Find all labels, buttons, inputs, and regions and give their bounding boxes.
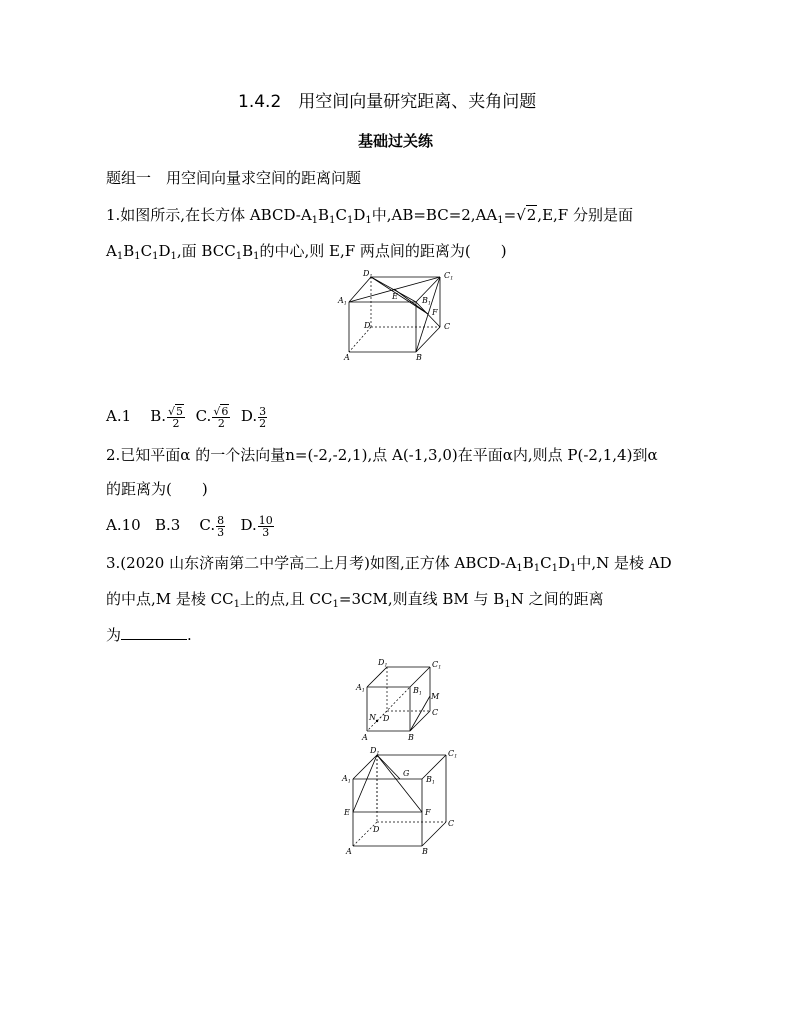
label-B: B — [416, 353, 422, 362]
q2-option-a: A.10 — [106, 516, 141, 534]
label-B1: B1 — [413, 686, 423, 697]
q1-text-g: 的中心,则 E,F 两点间的距离为( ) — [259, 242, 507, 260]
q3-text-b: 中,N 是棱 AD — [576, 554, 672, 572]
q3-text-g: 为 — [106, 626, 122, 644]
q3-text-h: . — [187, 626, 192, 644]
label-C1: C1 — [432, 660, 442, 671]
question-1-line-1: 1.如图所示,在长方体 ABCD-$A_1B_1C_1D_1$中$,AB=BC=2,AA_1=√2,E,F$ 分别是面 — [106, 206, 633, 226]
label-M: M — [431, 692, 440, 701]
label-D1: D1 — [363, 269, 373, 280]
label-B: B — [408, 733, 414, 742]
q1-option-d-fraction: $\frac{3}{2}$ — [259, 404, 267, 430]
label-F: F — [425, 808, 431, 817]
label-C: C — [444, 322, 451, 331]
label-A: A — [362, 733, 368, 742]
label-C: C — [432, 708, 439, 717]
label-D: D — [364, 321, 371, 330]
label-A: A — [344, 353, 350, 362]
label-A: A — [346, 847, 352, 856]
q1-option-c: C. — [195, 407, 212, 425]
label-A1: A1 — [342, 774, 351, 785]
q3-text-d: 上的点,且 CC — [240, 590, 333, 608]
label-D1: D1 — [370, 746, 380, 757]
group-heading: 题组一 用空间向量求空间的距离问题 — [106, 169, 362, 187]
q1-option-a: A.1 — [106, 407, 132, 425]
label-D: D — [373, 825, 380, 834]
q2-option-d-fraction: $\frac{10}{3}$ — [258, 513, 273, 539]
question-3-line-2: 的中点,M 是棱 $CC_1$上的点,且 $CC_1=3CM$,则直线 BM 与 $B_1N$ 之间的距离 — [106, 590, 604, 610]
label-F: F — [432, 308, 438, 317]
question-3-line-1: 3.(2020 山东济南第二中学高二上月考)如图,正方体 ABCD-$A_1B_1C_1D_1$中,N 是棱 AD — [106, 554, 672, 574]
question-1-line-2: $A_1B_1C_1D_1$,面 $BCC_1B_1$的中心,则 E,F 两点间的距离为( ) — [106, 242, 507, 262]
figure-1-cuboid — [336, 266, 466, 364]
label-G: G — [403, 769, 410, 778]
q2-option-b: B.3 — [155, 516, 181, 534]
label-E: E — [344, 808, 350, 817]
q2-option-c-fraction: $\frac{8}{3}$ — [217, 513, 225, 539]
label-N: N — [369, 713, 376, 722]
question-3-line-3 — [106, 625, 192, 645]
q1-text-a: 1.如图所示,在长方体 ABCD-A — [106, 206, 312, 224]
label-C1: C1 — [444, 271, 454, 282]
page-title: 1.4.2 用空间向量研究距离、夹角问题 — [238, 92, 537, 112]
q1-option-d: D. — [240, 407, 258, 425]
figure-2-cube — [352, 658, 452, 744]
label-E: E — [392, 292, 398, 301]
q1-text-c: = — [503, 206, 517, 224]
question-2-line-2: 的距离为( ) — [106, 480, 208, 498]
q1-text-d: ,E,F 分别是面 — [537, 206, 633, 224]
label-B1: B1 — [426, 775, 436, 786]
label-D: D — [383, 714, 390, 723]
q3-text-f: N 之间的距离 — [510, 590, 604, 608]
q3-text-a: 3.(2020 山东济南第二中学高二上月考)如图,正方体 ABCD-A — [106, 554, 517, 572]
figure-3-cube — [340, 744, 460, 856]
q2-option-d: D. — [240, 516, 257, 534]
q1-option-c-fraction: $\frac{√6}{2}$ — [213, 404, 229, 430]
q3-text-c: 的中点,M 是棱 CC — [106, 590, 234, 608]
label-B: B — [422, 847, 428, 856]
q3-text-e: =3CM,则直线 BM 与 B — [338, 590, 505, 608]
label-A1: A1 — [356, 683, 365, 694]
question-2-line-1: 2.已知平面α 的一个法向量n=(-2,-2,1),点 A(-1,3,0)在平面α内,则点 P(-2,1,4)到α — [106, 446, 658, 464]
label-D1: D1 — [378, 658, 388, 669]
q2-option-c: C. — [199, 516, 216, 534]
label-C1: C1 — [448, 749, 458, 760]
section-heading: 基础过关练 — [358, 132, 434, 150]
q1-option-b-fraction: $\frac{√5}{2}$ — [168, 404, 184, 430]
question-2-options — [106, 511, 275, 539]
label-B1: B1 — [422, 296, 432, 307]
q1-text-e: A — [106, 242, 117, 260]
q1-text-f: ,面 BCC — [176, 242, 236, 260]
q1-text-b: 中,AB=BC=2,AA — [371, 206, 498, 224]
q1-sqrt-value: 2 — [526, 206, 537, 224]
question-1-options — [106, 403, 268, 429]
label-C: C — [448, 819, 455, 828]
label-A1: A1 — [338, 296, 347, 307]
q1-option-b: B. — [150, 407, 167, 425]
answer-blank[interactable] — [121, 625, 187, 640]
